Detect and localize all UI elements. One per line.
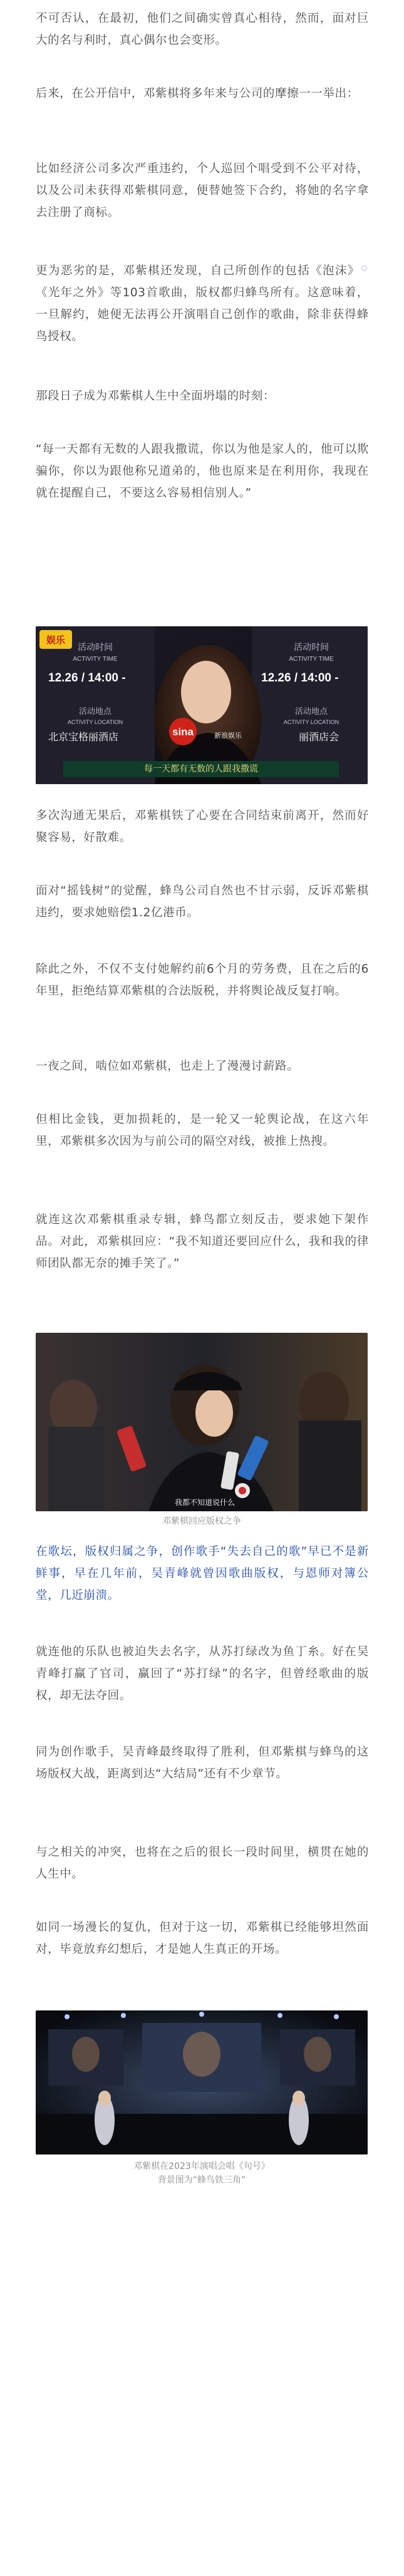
left-board-title: 活动时间 [78,642,113,652]
left-board-date: 12.26 / 14:00 - [48,671,126,685]
sina-logo-text: sina [172,726,194,738]
figure-2-caption: 邓紫棋回应版权之争 [162,1516,241,1526]
paragraph-13: 在歌坛，版权归属之争，创作歌手“失去自己的歌”早已不是新鲜事，早在几年前，吴青峰就曾因歌曲版权，与恩师对簿公堂，几近崩溃。 [36,1545,369,1602]
corner-badge-text: 娱乐 [46,634,66,646]
paragraph-17: 如同一场漫长的复仇，但对于这一切，邓紫棋已经能够坦然面对，毕竟放弃幻想后，才是她人生真正的开场。 [36,1921,369,1956]
concert-photo [36,2010,368,2154]
figure-3-caption-line-2: 背景图为“蜂鸟铁三角” [157,2175,246,2185]
quote-paragraph: “每一天都有无数的人跟我撒谎，你以为他是家人的，他可以欺骗你，你以为跟他称兄道弟的，他也原来是在利用你，我现在就在提醒自己，不要这么容易相信别人。” [36,443,369,500]
left-board-place: 活动地点 [78,706,112,716]
paragraph-4-part-a: 更为恶劣的是，邓紫棋还发现，自己所创作的包括《泡沫》 [36,264,360,278]
paragraph-12: 就连这次邓紫棋重录专辑，蜂鸟都立刻反击，要求她下架作品。对此，邓紫棋回应：“我不知道还要回应什么，我和我的律师团队都无奈的摊手笑了。” [36,1213,369,1270]
street-interview-photo [36,1333,368,1511]
paragraph-14: 就连他的乐队也被迫失去名字，从苏打绿改为鱼丁糸。好在吴青峰打赢了官司，赢回了“苏打绿”的名字，但曾经歌曲的版权，却无法夺回。 [36,1645,369,1702]
superscript-link-icon[interactable]: ○ [361,264,368,272]
left-board-place-sub: ACTIVITY LOCATION [67,719,123,725]
paragraph-7: 多次沟通无果后，邓紫棋铁了心要在合同结束前离开，然而好聚容易，好散难。 [36,809,369,844]
paragraph-4 [36,257,369,348]
right-board-title: 活动时间 [294,642,329,652]
right-board-place-sub: ACTIVITY LOCATION [283,719,339,725]
paragraph-4-part-b: 《光年之外》等103首歌曲，版权都归蜂鸟所有。这意味着，一旦解约，她便无法再公开演唱自己创作的歌曲，除非获得蜂鸟授权。 [36,286,369,344]
corner-badge-icon [39,630,72,649]
sina-logo-subtext: 新浪娱乐 [214,732,242,740]
right-board-date: 12.26 / 14:00 - [261,671,339,685]
paragraph-15: 同为创作歌手，吴青峰最终取得了胜利，但邓紫棋与蜂鸟的这场版权大战，距离到达“大结局”还有不少章节。 [36,1746,369,1781]
interview-subtitle: 每一天都有无数的人跟我撒谎 [63,761,339,777]
figure-3-caption-line-1: 邓紫棋在2023年演唱会唱《句号》 [133,2161,270,2171]
street-interview-art [36,1333,368,1511]
paragraph-3: 比如经济公司多次严重违约，个人巡回个唱受到不公平对待，以及公司未获得邓紫棋同意，便替她签下合约，将她的名字拿去注册了商标。 [36,162,369,219]
paragraph-5: 那段日子成为邓紫棋人生中全面坍塌的时刻： [36,390,276,403]
paragraph-1: 不可否认，在最初，他们之间确实曾真心相待，然而，面对巨大的名与利时，真心偶尔也会变形。 [36,12,369,47]
paragraph-2: 后来，在公开信中，邓紫棋将多年来与公司的摩擦一一举出： [36,87,359,100]
paragraph-10: 一夜之间，啮位如邓紫棋，也走上了漫漫讨薪路。 [36,1060,299,1073]
right-board-subtitle: ACTIVITY TIME [289,656,334,663]
street-interview-subtitle: 我都不知道说什么 [174,1498,236,1507]
paragraph-9: 除此之外，不仅不支付她解约前6个月的劳务费，且在之后的6年里，拒绝结算邓紫棋的合法版税，并将舆论战反复打响。 [36,963,369,998]
paragraph-11: 但相比金钱，更加损耗的，是一轮又一轮舆论战，在这六年里，邓紫棋多次因为与前公司的隔空对线，被推上热搜。 [36,1113,369,1148]
interview-photo [36,626,368,784]
left-board-venue: 北京宝格丽酒店 [48,732,119,743]
right-board-venue: 丽酒店会 [299,732,339,743]
left-board-subtitle: ACTIVITY TIME [73,656,118,663]
broadcaster-logo-icon [235,1483,250,1498]
concert-photo-art [36,2010,368,2154]
right-board-place: 活动地点 [294,706,328,716]
paragraph-8: 面对“摇钱树”的觉醒，蜂鸟公司自然也不甘示弱，反诉邓紫棋违约，要求她赔偿1.2亿港币。 [36,884,369,919]
paragraph-16: 与之相关的冲突，也将在之后的很长一段时间里，横贯在她的人生中。 [36,1846,369,1881]
